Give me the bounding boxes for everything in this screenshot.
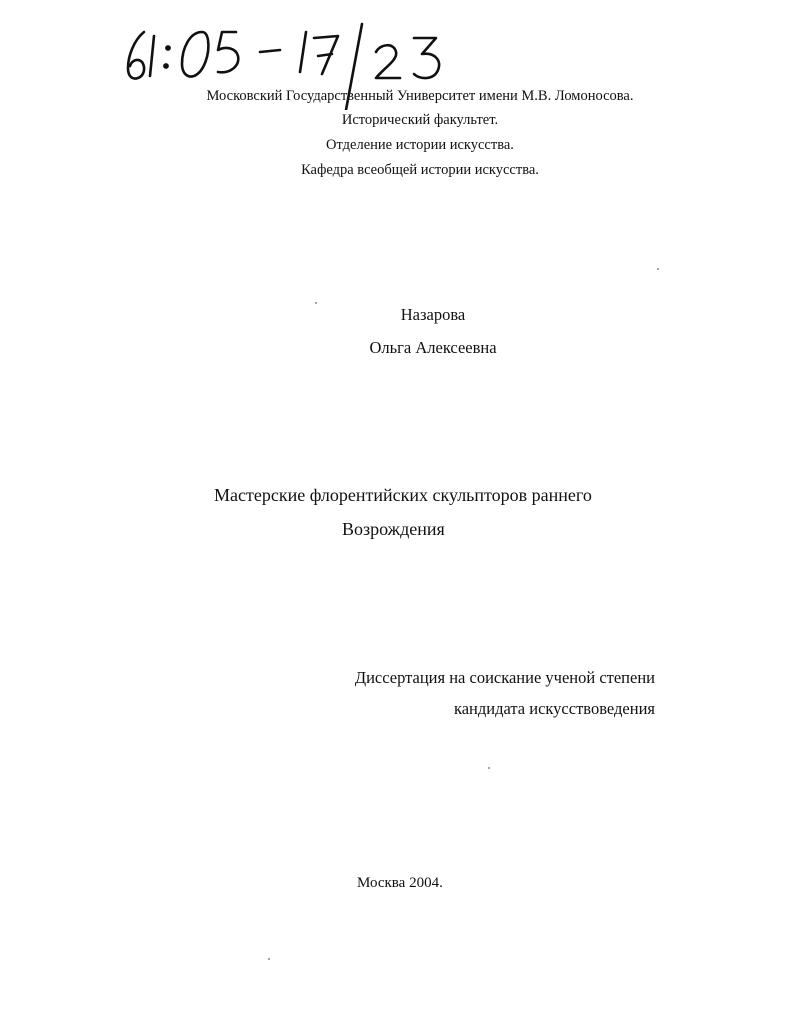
place-and-year: Москва 2004. <box>357 875 443 891</box>
dissertation-title-line-2: Возрождения <box>342 519 445 539</box>
chair-name: Кафедра всеобщей истории искусства. <box>301 162 539 178</box>
author-surname: Назарова <box>400 305 466 324</box>
author-given-name: Ольга Алексеевна <box>369 338 497 357</box>
scan-speck <box>268 958 270 960</box>
degree-statement-line-2: кандидата искусствоведения <box>453 699 655 718</box>
scan-speck <box>488 767 490 769</box>
scan-speck <box>315 302 317 304</box>
dissertation-title-line-1: Мастерские флорентийских скульпторов раннего <box>214 485 592 505</box>
faculty-name: Исторический факультет. <box>341 112 499 128</box>
scan-speck <box>657 268 659 270</box>
university-name: Московский Государственный Университет имени М.В. Ломоносова. <box>206 88 634 104</box>
department-name: Отделение истории искусства. <box>326 137 514 153</box>
degree-statement-line-1: Диссертация на соискание ученой степени <box>354 668 655 687</box>
